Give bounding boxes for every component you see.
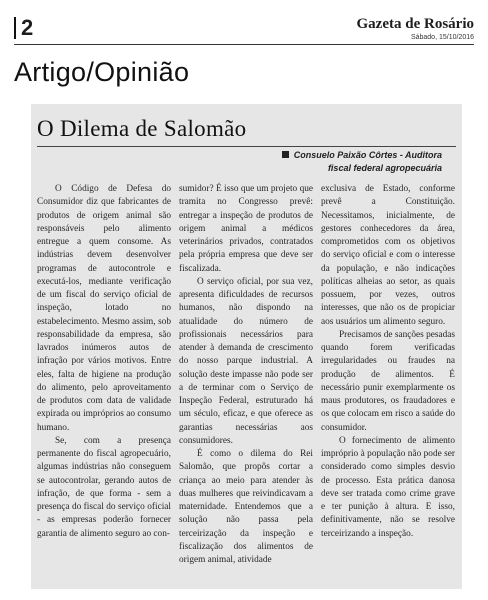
text-column-3 <box>321 183 455 541</box>
paragraph: O fornecimento de alimento impróprio à população não pode ser considerado como simples desvio de processo. Esta prática danosa deve ser tratada como crime grave e ter punição à altura. E isso, definitivamente, não se resolve terceirizando a inspeção. <box>321 435 455 539</box>
paragraph: É como o dilema do Rei Salomão, que propôs cortar a criança ao meio para atender às duas mulheres que reivindicavam a maternidade. Entendemos que a solução não passa pela terceirização da inspeção e fiscalização dos alimentos de origem animal, atividade <box>179 449 313 565</box>
text-column-2 <box>179 183 313 567</box>
paragraph: exclusiva de Estado, conforme prevê a Constituição. Necessitamos, inicialmente, de gestores conhecedores da área, comprometidos com os objetivos do serviço oficial e com o interesse da população, e não indicações políticas alheias ao setor, as quais possuem, por vezes, outros interesses, que não os de propiciar aos usuários um alimento seguro. <box>321 184 455 327</box>
title-divider <box>37 146 456 147</box>
paragraph: Precisamos de sanções pesadas quando forem verificadas irregularidades ou fraudes na produção de alimentos. É necessário punir exemplarmente os maus produtores, os fraudadores e os que colocam em risco a saúde do consumidor. <box>321 329 455 433</box>
author-name: Consuelo Paixão Côrtes - Auditora <box>293 150 442 160</box>
paragraph: sumidor? É isso que um projeto que tramita no Congresso prevê: entregar a inspeção de produtos de origem animal a médicos veterinários privados, contratados pela própria empresa que deve ser fiscalizada. <box>179 184 313 274</box>
article-box <box>31 104 462 589</box>
square-bullet-icon <box>282 151 289 158</box>
newspaper-name: Gazeta de Rosário <box>356 16 474 32</box>
issue-date: Sábado, 15/10/2016 <box>410 34 474 41</box>
header-divider <box>14 44 474 45</box>
paragraph: Se, com a presença permanente do fiscal agropecuário, algumas indústrias não conseguem se autocontrolar, gerando autos de infração, de que forma - sem a presença do fiscal do serviço oficial - as empresas poderão fornecer garantia de alimento seguro ao con- <box>37 435 171 539</box>
text-column-1 <box>37 183 171 541</box>
article-title: O Dilema de Salomão <box>37 116 247 141</box>
author-role: fiscal federal agropecuária <box>327 163 442 173</box>
section-title: Artigo/Opinião <box>14 57 190 87</box>
paragraph: O serviço oficial, por sua vez, apresenta dificuldades de recursos humanos, não dispondo na atualidade do número de profissionais necessários para atender à demanda de crescimento do nosso parque industrial. A solução deste impasse não pode ser a de terminar com o Serviço de Inspeção Federal, estruturado há um século, eficaz, e que oferece as garantias necessárias aos consumidores. <box>179 276 313 446</box>
author-byline <box>282 149 442 175</box>
paragraph: O Código de Defesa do Consumidor diz que fabricantes de produtos de origem animal são responsáveis pelo alimento entregue a quem consome. As indústrias devem desenvolver programas de autocontrole e executá-los, mediante verificação de um fiscal do serviço oficial de inspeção, lotado no estabelecimento. Mesmo assim, sob responsabilidade da empresa, são lavrados inúmeros autos de infração por vários motivos. Entre eles, falta de higiene na produção do alimento, pelo aproveitamento de produtos com data de validade expirada ou impróprios ao consumo humano. <box>37 184 171 433</box>
page-number: 2 <box>14 17 33 39</box>
